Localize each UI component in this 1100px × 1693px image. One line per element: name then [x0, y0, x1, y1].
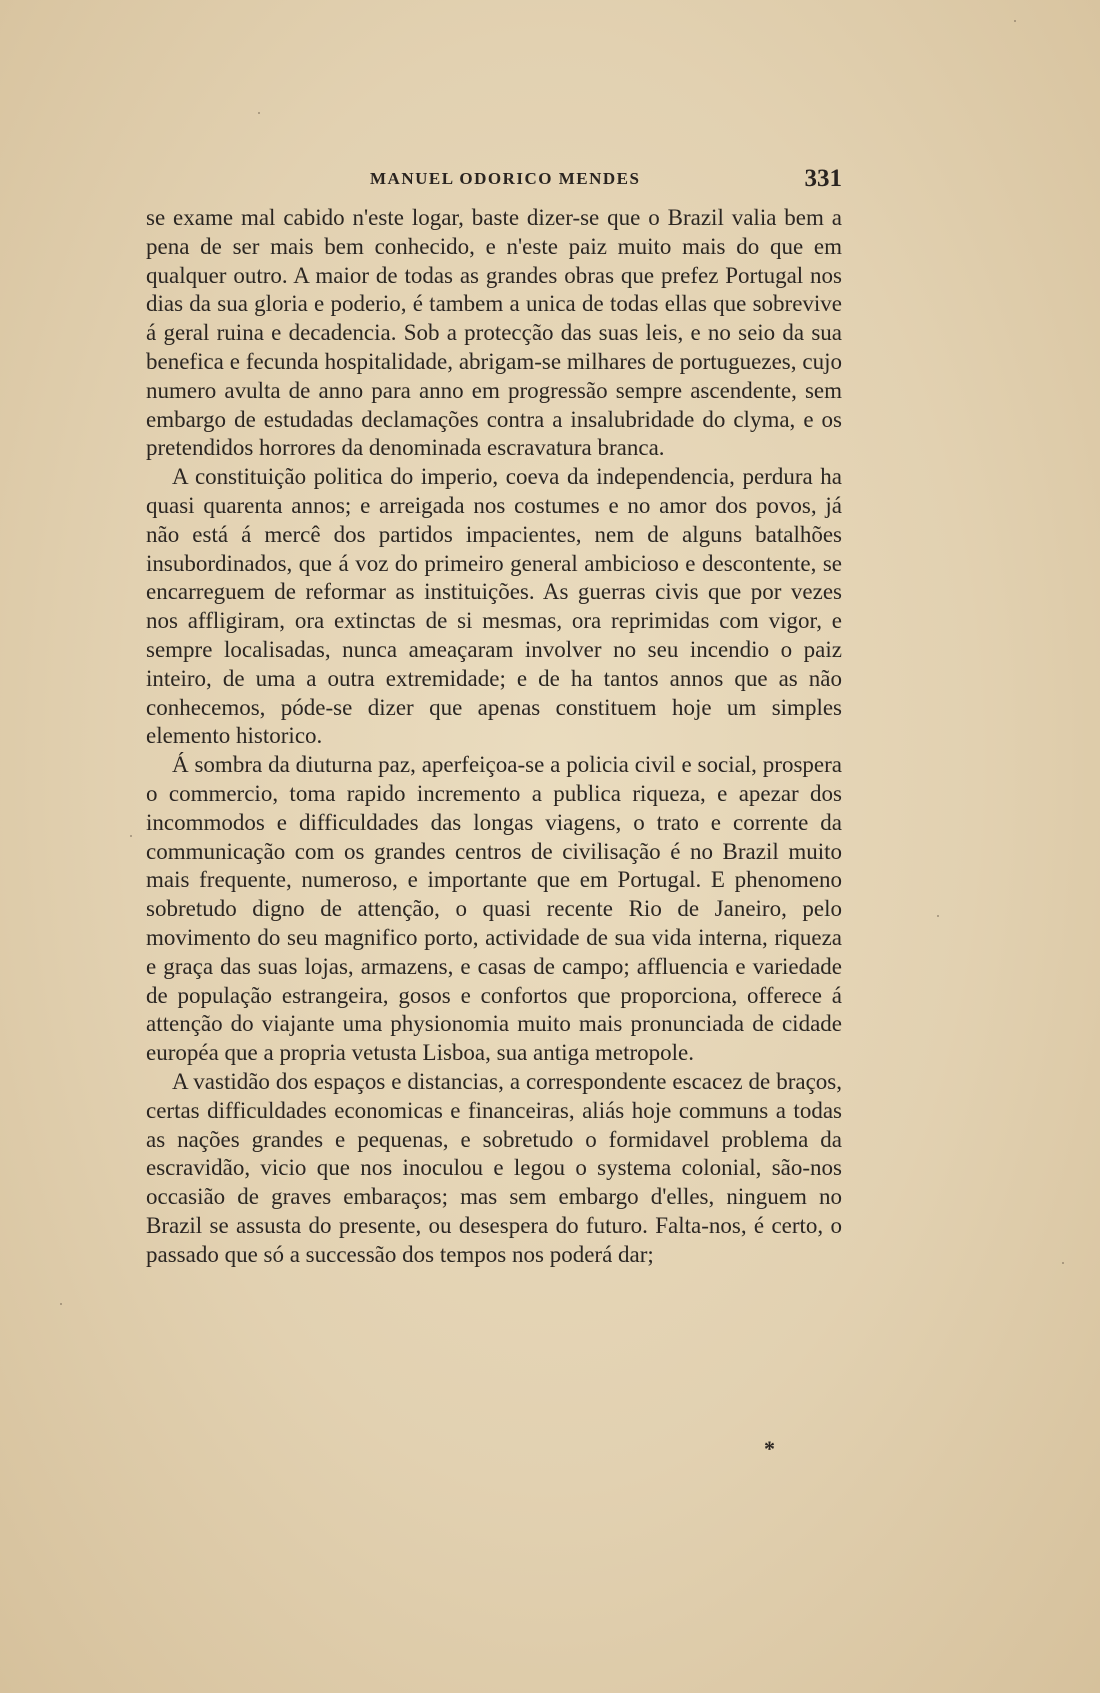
paper-speck: [130, 835, 132, 837]
paper-speck: [1014, 20, 1016, 22]
paragraph-2: A constituição politica do imperio, coeva da independencia, perdura ha quasi quarenta annos; e arreigada nos costumes e no amor dos povos, já não está á mercê dos partidos impacientes, nem de alguns batalhões insubordinados, que á voz do primeiro general ambicioso e descontente, se encarreguem de reformar as instituições. As guerras civis que por vezes nos affligiram, ora extinctas de si mesmas, ora reprimidas com vigor, e sempre localisadas, nunca ameaçaram involver no seu incendio o paiz inteiro, de uma a outra extremidade; e de ha tantos annos que as não conhecemos, póde-se dizer que apenas constituem hoje um simples elemento historico.: [146, 464, 842, 749]
paragraph-4: A vastidão dos espaços e distancias, a correspondente escacez de braços, certas difficuldades economicas e financeiras, aliás hoje communs a todas as nações grandes e pequenas, e sobretudo o formidavel problema da escravidão, vicio que nos inoculou e legou o systema colonial, são-nos occasião de graves embaraços; mas sem embargo d'elles, ninguem no Brazil se assusta do presente, ou desespera do futuro. Falta-nos, é certo, o passado que só a successão dos tempos nos poderá dar;: [146, 1068, 842, 1267]
body-text: [146, 204, 842, 1269]
paper-speck: [258, 112, 260, 114]
page-number: 331: [804, 165, 842, 192]
paper-speck: [1062, 1262, 1064, 1264]
paragraph-3: Á sombra da diuturna paz, aperfeiçoa-se a policia civil e social, prospera o commercio, toma rapido incremento a publica riqueza, e apezar dos incommodos e difficuldades das longas viagens, o trato e corrente da communicação com os grandes centros de civilisação é no Brazil muito mais frequente, numeroso, e importante que em Portugal. E phenomeno sobretudo digno de attenção, o quasi recente Rio de Janeiro, pelo movimento do seu magnifico porto, actividade de sua vida interna, riqueza e graça das suas lojas, armazens, e casas de campo; affluencia e variedade de população estrangeira, gosos e confortos que proporciona, offerece á attenção do viajante uma physionomia muito mais pronunciada de cidade européa que a propria vetusta Lisboa, sua antiga metropole.: [146, 752, 842, 1066]
page-header: [146, 165, 842, 199]
running-title: MANUEL ODORICO MENDES: [370, 169, 641, 188]
paper-speck: [60, 1303, 62, 1305]
paper-speck: [937, 915, 939, 917]
paragraph-1: se exame mal cabido n'este logar, baste dizer-se que o Brazil valia bem a pena de ser mais bem conhecido, e n'este paiz muito mais do que em qualquer outro. A maior de todas as grandes obras que prefez Portugal nos dias da sua gloria e poderio, é tambem a unica de todas ellas que sobrevive á geral ruina e decadencia. Sob a protecção das suas leis, e no seio da sua benefica e fecunda hospitalidade, abrigam-se milhares de portuguezes, cujo numero avulta de anno para anno em progressão sempre ascendente, sem embargo de estudadas declamações contra a insalubridade do clyma, e os pretendidos horrores da denominada escravatura branca.: [146, 205, 842, 461]
signature-mark: *: [764, 1436, 775, 1461]
